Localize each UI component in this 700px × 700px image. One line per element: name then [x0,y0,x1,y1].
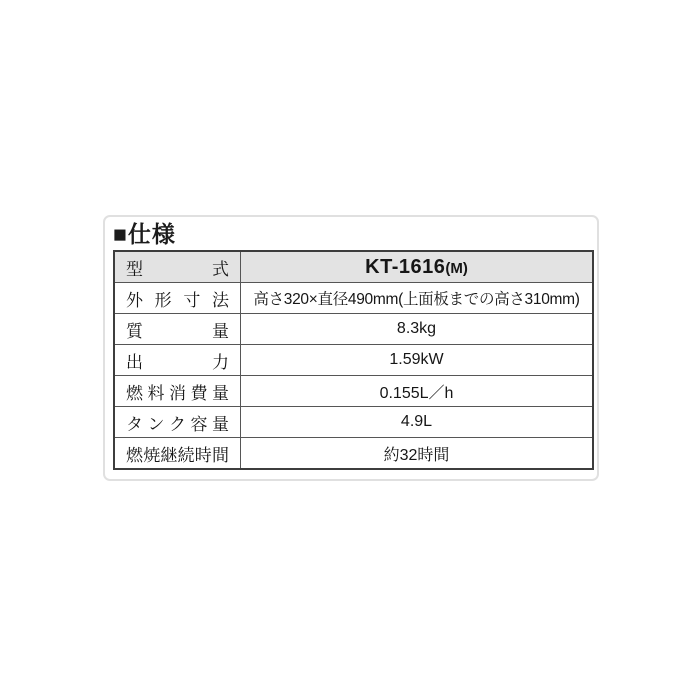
spec-value-dimensions: 高さ320×直径490mm(上面板までの高さ310mm) [253,291,580,308]
spec-table [113,250,594,470]
spec-label-burn-duration: 燃 焼 継 続 時 間 [126,445,229,465]
table-row-fuel-consumption [114,376,593,407]
model-number: KT-1616 [365,255,446,278]
table-row-burn-duration [114,438,593,470]
spec-label-dimensions: 外 形 寸 法 [126,290,229,310]
table-row-tank-capacity [114,407,593,438]
spec-label-weight: 質 量 [126,321,229,341]
model-suffix: (M) [445,259,468,277]
table-row-dimensions [114,283,593,314]
table-row-model [114,251,593,283]
spec-section-heading: ■仕様 [113,221,176,247]
spec-value-fuel-consumption: 0.155L／h [241,376,594,407]
table-row-weight [114,314,593,345]
spec-value-tank-capacity: 4.9L [241,407,594,438]
spec-label-fuel-consumption: 燃 料 消 費 量 [126,383,229,403]
spec-value-output: 1.59kW [241,345,594,376]
table-row-output [114,345,593,376]
spec-label-tank-capacity: タ ン ク 容 量 [126,414,229,434]
spec-value-model [241,251,594,283]
spec-value-weight: 8.3kg [241,314,594,345]
spec-label-output: 出 力 [126,352,229,372]
spec-label-model: 型 式 [126,259,229,279]
spec-value-burn-duration: 約32時間 [241,438,594,470]
spec-panel [103,215,599,481]
